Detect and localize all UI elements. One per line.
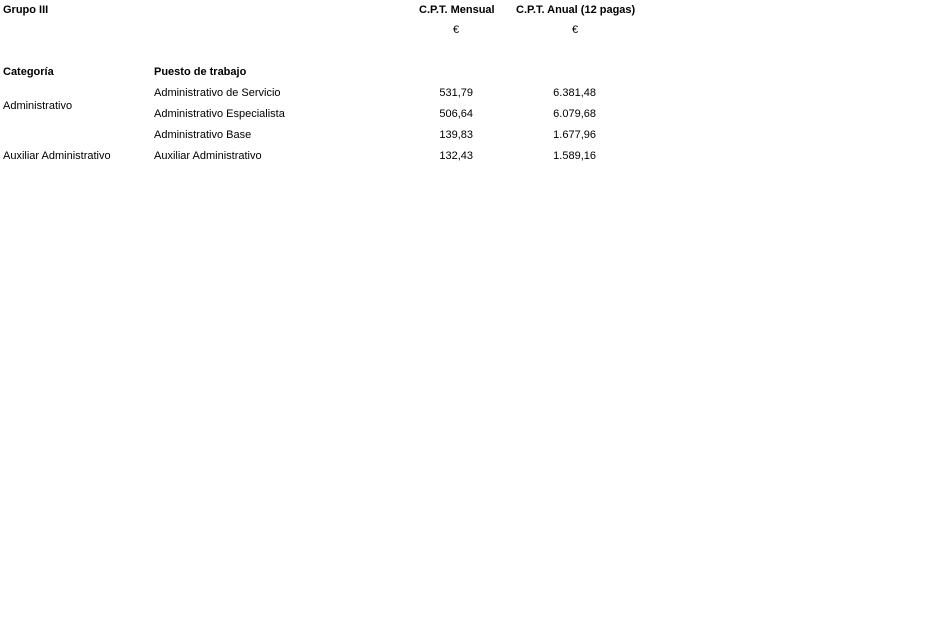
category-auxiliar-administrativo: Auxiliar Administrativo xyxy=(3,150,111,162)
annual-column-header: C.P.T. Anual (12 pagas) xyxy=(516,4,636,16)
category-column-header: Categoría xyxy=(3,66,54,78)
annual-value: 6.381,48 xyxy=(553,87,596,99)
position-name: Administrativo Especialista xyxy=(154,108,285,120)
monthly-currency-symbol: € xyxy=(452,24,460,36)
position-column-header: Puesto de trabajo xyxy=(154,66,247,78)
annual-currency-symbol: € xyxy=(571,24,579,36)
monthly-value: 139,83 xyxy=(439,129,473,141)
category-administrativo: Administrativo xyxy=(3,100,73,112)
monthly-column-header: C.P.T. Mensual xyxy=(419,4,495,16)
position-name: Auxiliar Administrativo xyxy=(154,150,262,162)
annual-value: 1.589,16 xyxy=(553,150,596,162)
monthly-value: 132,43 xyxy=(439,150,473,162)
monthly-value: 506,64 xyxy=(439,108,473,120)
annual-value: 1.677,96 xyxy=(553,129,596,141)
group-title: Grupo III xyxy=(3,4,49,16)
monthly-value: 531,79 xyxy=(439,87,473,99)
position-name: Administrativo Base xyxy=(154,129,252,141)
annual-value: 6.079,68 xyxy=(553,108,596,120)
position-name: Administrativo de Servicio xyxy=(154,87,281,99)
